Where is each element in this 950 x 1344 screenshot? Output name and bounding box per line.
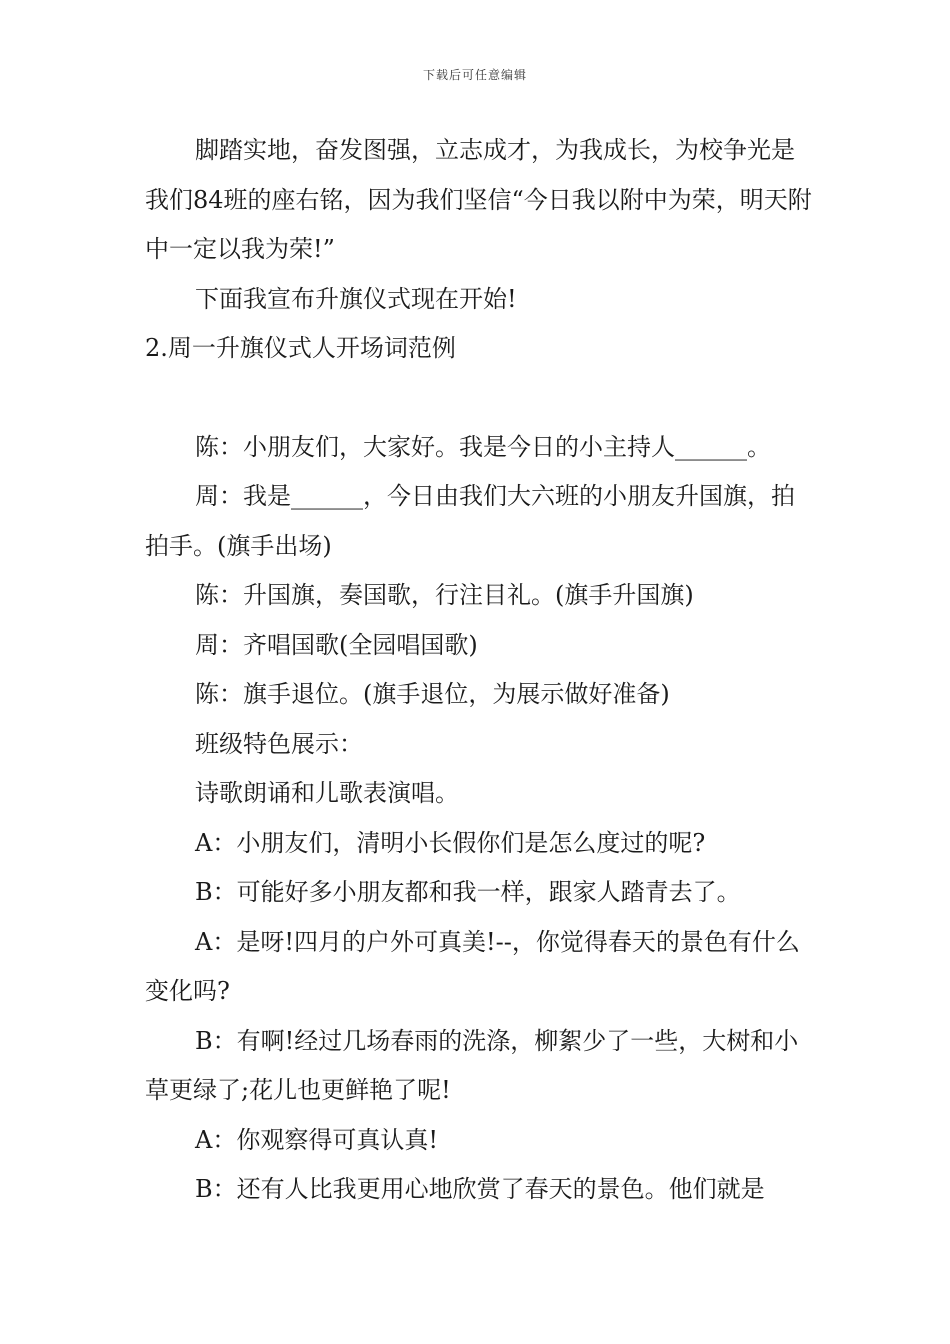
dialogue-line: A：是呀!四月的户外可真美!--，你觉得春天的景色有什么变化吗?	[145, 927, 800, 1005]
page-header: 下载后可任意编辑	[422, 68, 527, 82]
dialogue-line: 陈：旗手退位。(旗手退位，为展示做好准备)	[195, 680, 670, 708]
document-body	[145, 126, 815, 1215]
dialogue-line: 班级特色展示：	[195, 729, 363, 758]
dialogue-line: A：你观察得可真认真!	[195, 1125, 438, 1154]
dialogue-line: B：有啊!经过几场春雨的洗涤，柳絮少了一些，大树和小草更绿了;花儿也更鲜艳了呢!	[145, 1026, 799, 1104]
dialogue-line: B：可能好多小朋友都和我一样，跟家人踏青去了。	[195, 878, 741, 906]
dialogue-line: 陈：升国旗，奏国歌，行注目礼。(旗手升国旗)	[195, 581, 694, 609]
dialogue-line: A：小朋友们，清明小长假你们是怎么度过的呢?	[195, 828, 706, 857]
paragraph-ceremony-start: 下面我宣布升旗仪式现在开始!	[195, 284, 517, 313]
dialogue-line: 诗歌朗诵和儿歌表演唱。	[195, 779, 459, 807]
section-heading: 2.周一升旗仪式人开场词范例	[145, 334, 456, 362]
dialogue-line: 陈：小朋友们，大家好。我是今日的小主持人______。	[195, 432, 771, 461]
dialogue-line: 周：齐唱国歌(全园唱国歌)	[195, 630, 478, 659]
paragraph-motto: 脚踏实地，奋发图强，立志成才，为我成长，为校争光是我们84班的座右铭，因为我们坚信“今日我以附中为荣，明天附中一定以我为荣!”	[145, 136, 812, 263]
dialogue-line: B：还有人比我更用心地欣赏了春天的景色。他们就是	[195, 1175, 765, 1203]
blank-line	[145, 374, 815, 423]
dialogue-line: 周：我是______，今日由我们大六班的小朋友升国旗，拍拍手。(旗手出场)	[145, 482, 795, 560]
